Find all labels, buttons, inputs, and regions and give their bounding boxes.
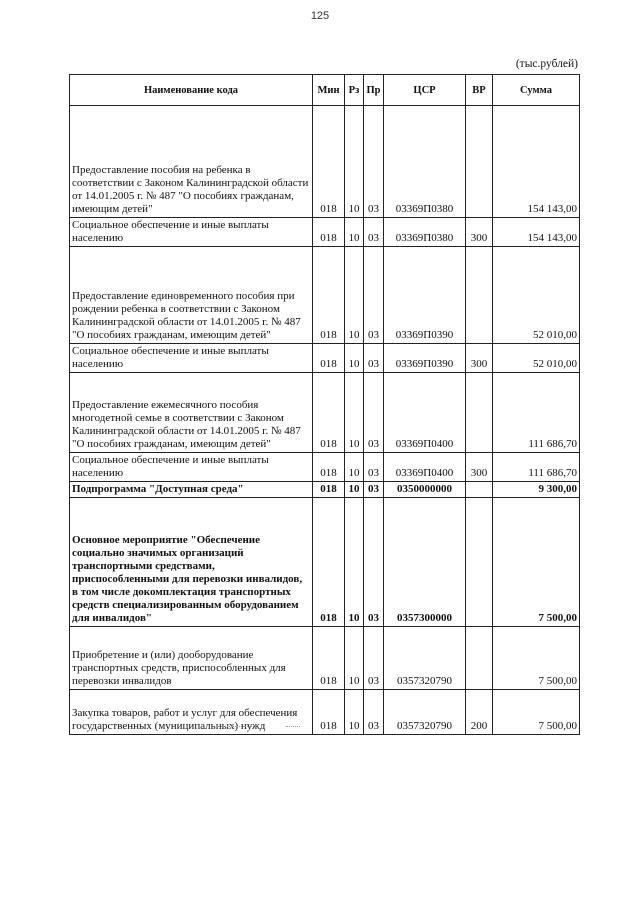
row-pr: 03	[364, 218, 384, 247]
row-sum: 9 300,00	[493, 482, 580, 498]
row-min: 018	[313, 498, 345, 627]
row-min: 018	[313, 690, 345, 735]
table-row	[70, 373, 580, 453]
row-sum: 154 143,00	[493, 218, 580, 247]
row-name: Предоставление единовременного пособия при рождении ребенка в соответствии с Законом Калининградской области от 14.01.2005 г. № 487 "О пособиях гражданам, имеющим детей"	[70, 247, 313, 344]
row-vr	[466, 627, 493, 690]
header-csr: ЦСР	[384, 75, 466, 106]
row-csr: 0357300000	[384, 498, 466, 627]
row-min: 018	[313, 453, 345, 482]
row-csr: 0350000000	[384, 482, 466, 498]
row-vr	[466, 247, 493, 344]
scan-mark-right	[286, 726, 300, 728]
row-rz: 10	[345, 106, 364, 218]
row-pr: 03	[364, 498, 384, 627]
row-name: Основное мероприятие "Обеспечение социально значимых организаций транспортными средствами, приспособленными для перевозки инвалидов, в том числе докомплектация транспортных средств специализированным оборудованием для инвалидов"	[70, 498, 313, 627]
row-sum: 7 500,00	[493, 690, 580, 735]
row-min: 018	[313, 218, 345, 247]
row-vr: 200	[466, 690, 493, 735]
row-csr: 03369П0400	[384, 453, 466, 482]
row-vr	[466, 106, 493, 218]
table-row	[70, 218, 580, 247]
row-sum: 7 500,00	[493, 498, 580, 627]
row-vr: 300	[466, 218, 493, 247]
row-min: 018	[313, 344, 345, 373]
row-min: 018	[313, 373, 345, 453]
row-sum: 111 686,70	[493, 373, 580, 453]
row-pr: 03	[364, 344, 384, 373]
row-csr: 03369П0380	[384, 218, 466, 247]
table-header-row	[70, 75, 580, 106]
row-min: 018	[313, 627, 345, 690]
row-name: Закупка товаров, работ и услуг для обеспечения государственных (муниципальных) нужд	[70, 690, 313, 735]
table-row	[70, 482, 580, 498]
row-pr: 03	[364, 373, 384, 453]
row-name: Подпрограмма "Доступная среда"	[70, 482, 313, 498]
header-pr: Пр	[364, 75, 384, 106]
row-csr: 03369П0390	[384, 247, 466, 344]
row-name: Предоставление ежемесячного пособия многодетной семье в соответствии с Законом Калининградской области от 14.01.2005 г. № 487 "О пособиях гражданам, имеющим детей"	[70, 373, 313, 453]
row-sum: 154 143,00	[493, 106, 580, 218]
row-rz: 10	[345, 344, 364, 373]
row-rz: 10	[345, 247, 364, 344]
row-rz: 10	[345, 218, 364, 247]
row-rz: 10	[345, 498, 364, 627]
row-pr: 03	[364, 106, 384, 218]
table-row	[70, 106, 580, 218]
row-csr: 0357320790	[384, 627, 466, 690]
row-min: 018	[313, 247, 345, 344]
row-pr: 03	[364, 690, 384, 735]
row-vr: 300	[466, 453, 493, 482]
row-pr: 03	[364, 482, 384, 498]
row-sum: 111 686,70	[493, 453, 580, 482]
header-name: Наименование кода	[70, 75, 313, 106]
scan-mark-left	[216, 726, 256, 728]
header-rz: Рз	[345, 75, 364, 106]
row-rz: 10	[345, 627, 364, 690]
row-vr	[466, 482, 493, 498]
row-csr: 03369П0380	[384, 106, 466, 218]
page-number: 125	[310, 10, 330, 22]
row-csr: 0357320790	[384, 690, 466, 735]
row-vr	[466, 498, 493, 627]
row-name: Предоставление пособия на ребенка в соответствии с Законом Калининградской области от 14.01.2005 г. № 487 "О пособиях гражданам, имеющим детей"	[70, 106, 313, 218]
row-min: 018	[313, 106, 345, 218]
row-sum: 7 500,00	[493, 627, 580, 690]
row-sum: 52 010,00	[493, 247, 580, 344]
header-vr: ВР	[466, 75, 493, 106]
row-min: 018	[313, 482, 345, 498]
row-name: Приобретение и (или) дооборудование транспортных средств, приспособленных для перевозки инвалидов	[70, 627, 313, 690]
row-pr: 03	[364, 627, 384, 690]
budget-table	[69, 74, 580, 735]
units-label: (тыс.рублей)	[515, 58, 578, 70]
row-rz: 10	[345, 453, 364, 482]
table-row	[70, 627, 580, 690]
row-rz: 10	[345, 482, 364, 498]
row-sum: 52 010,00	[493, 344, 580, 373]
header-sum: Сумма	[493, 75, 580, 106]
table-row	[70, 453, 580, 482]
row-name: Социальное обеспечение и иные выплаты населению	[70, 344, 313, 373]
row-vr: 300	[466, 344, 493, 373]
row-rz: 10	[345, 373, 364, 453]
row-csr: 03369П0390	[384, 344, 466, 373]
table-row	[70, 498, 580, 627]
row-vr	[466, 373, 493, 453]
header-min: Мин	[313, 75, 345, 106]
table-row	[70, 344, 580, 373]
row-csr: 03369П0400	[384, 373, 466, 453]
table-row	[70, 690, 580, 735]
row-rz: 10	[345, 690, 364, 735]
row-name: Социальное обеспечение и иные выплаты населению	[70, 453, 313, 482]
row-pr: 03	[364, 247, 384, 344]
row-pr: 03	[364, 453, 384, 482]
row-name: Социальное обеспечение и иные выплаты населению	[70, 218, 313, 247]
table-row	[70, 247, 580, 344]
